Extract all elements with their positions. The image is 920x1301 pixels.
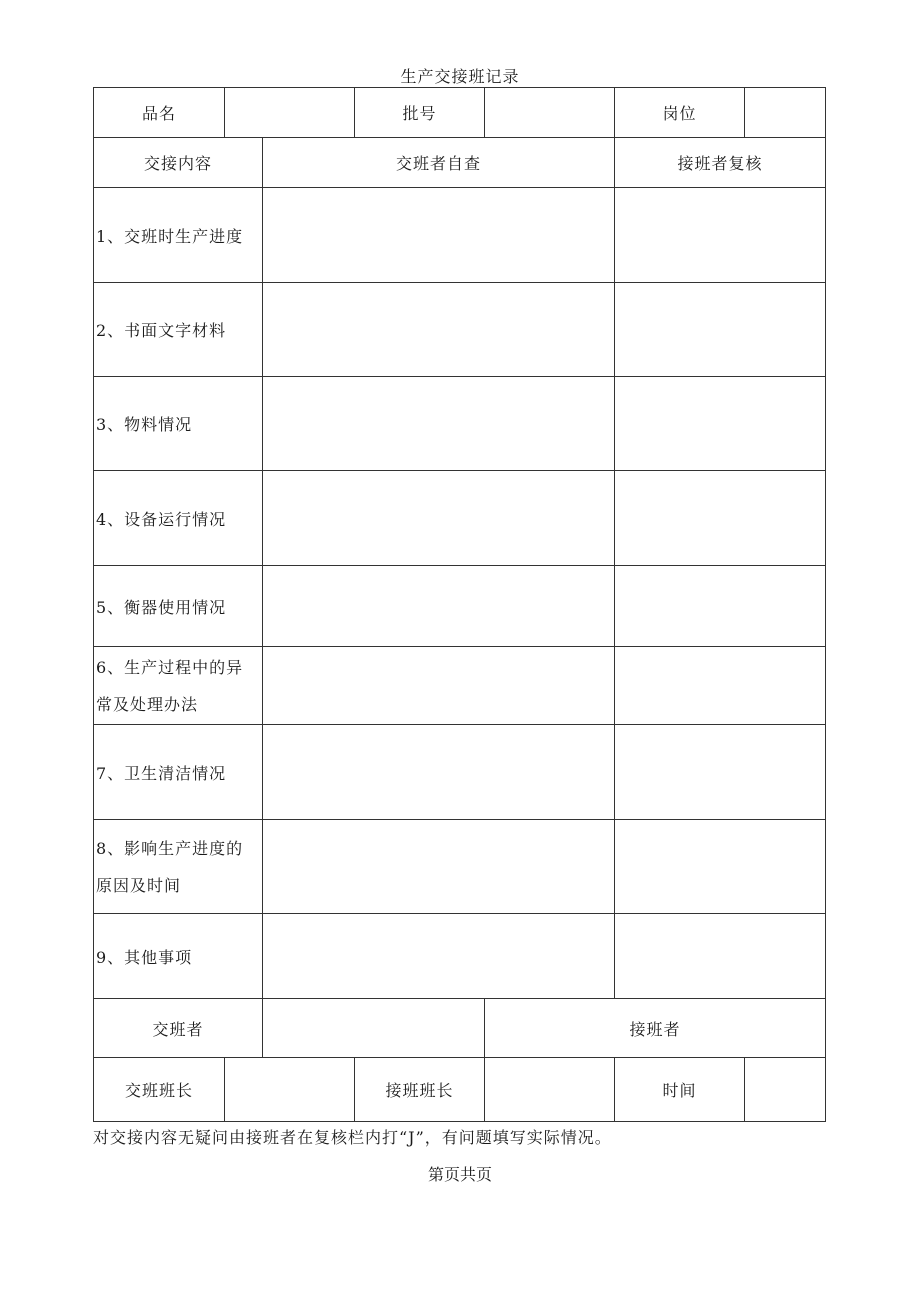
row-label-equipment: 4、设备运行情况 [93, 470, 263, 566]
batch-label: 批号 [354, 87, 485, 138]
row-label-progress: 1、交班时生产进度 [93, 187, 263, 283]
row-review-progress[interactable] [614, 187, 826, 283]
column-header-content: 交接内容 [93, 137, 263, 188]
giver-label: 交班者 [93, 998, 263, 1058]
row-label-abnormal [93, 646, 263, 725]
column-header-self-check: 交班者自查 [262, 137, 615, 188]
row-review-hygiene[interactable] [614, 724, 826, 820]
row-review-scales[interactable] [614, 565, 826, 647]
row-label-delay-line1: 8、影响生产进度的 [96, 838, 244, 858]
row-review-equipment[interactable] [614, 470, 826, 566]
instruction-note: 对交接内容无疑问由接班者在复核栏内打“J”，有问题填写实际情况。 [93, 1128, 612, 1147]
post-label: 岗位 [614, 87, 745, 138]
batch-field[interactable] [484, 87, 615, 138]
giver-leader-label: 交班班长 [93, 1057, 225, 1122]
row-label-abnormal-line2: 常及处理办法 [96, 694, 199, 714]
receiver-cell[interactable]: 接班者 [484, 998, 826, 1058]
row-label-delay-line2: 原因及时间 [96, 875, 182, 895]
row-label-abnormal-text [96, 649, 243, 723]
row-self-check-other[interactable] [262, 913, 615, 999]
row-label-delay-text [96, 830, 243, 904]
row-self-check-abnormal[interactable] [262, 646, 615, 725]
row-self-check-scales[interactable] [262, 565, 615, 647]
row-review-documents[interactable] [614, 282, 826, 377]
row-label-hygiene: 7、卫生清洁情况 [93, 724, 263, 820]
row-label-scales: 5、衡器使用情况 [93, 565, 263, 647]
post-field[interactable] [744, 87, 826, 138]
row-review-other[interactable] [614, 913, 826, 999]
time-label: 时间 [614, 1057, 745, 1122]
giver-leader-field[interactable] [224, 1057, 355, 1122]
row-self-check-hygiene[interactable] [262, 724, 615, 820]
row-label-documents: 2、书面文字材料 [93, 282, 263, 377]
row-self-check-materials[interactable] [262, 376, 615, 471]
product-field[interactable] [224, 87, 355, 138]
row-self-check-equipment[interactable] [262, 470, 615, 566]
receiver-leader-field[interactable] [484, 1057, 615, 1122]
row-review-delay[interactable] [614, 819, 826, 914]
page-footer: 第页共页 [427, 1165, 492, 1184]
row-label-abnormal-line1: 6、生产过程中的异 [96, 657, 244, 677]
page-title: 生产交接班记录 [400, 67, 520, 86]
receiver-leader-label: 接班班长 [354, 1057, 485, 1122]
product-label: 品名 [93, 87, 225, 138]
row-self-check-progress[interactable] [262, 187, 615, 283]
row-review-materials[interactable] [614, 376, 826, 471]
row-self-check-delay[interactable] [262, 819, 615, 914]
row-label-materials: 3、物料情况 [93, 376, 263, 471]
giver-field[interactable] [262, 998, 485, 1058]
row-self-check-documents[interactable] [262, 282, 615, 377]
row-label-delay [93, 819, 263, 914]
column-header-review: 接班者复核 [614, 137, 826, 188]
row-label-other: 9、其他事项 [93, 913, 263, 999]
row-review-abnormal[interactable] [614, 646, 826, 725]
time-field[interactable] [744, 1057, 826, 1122]
